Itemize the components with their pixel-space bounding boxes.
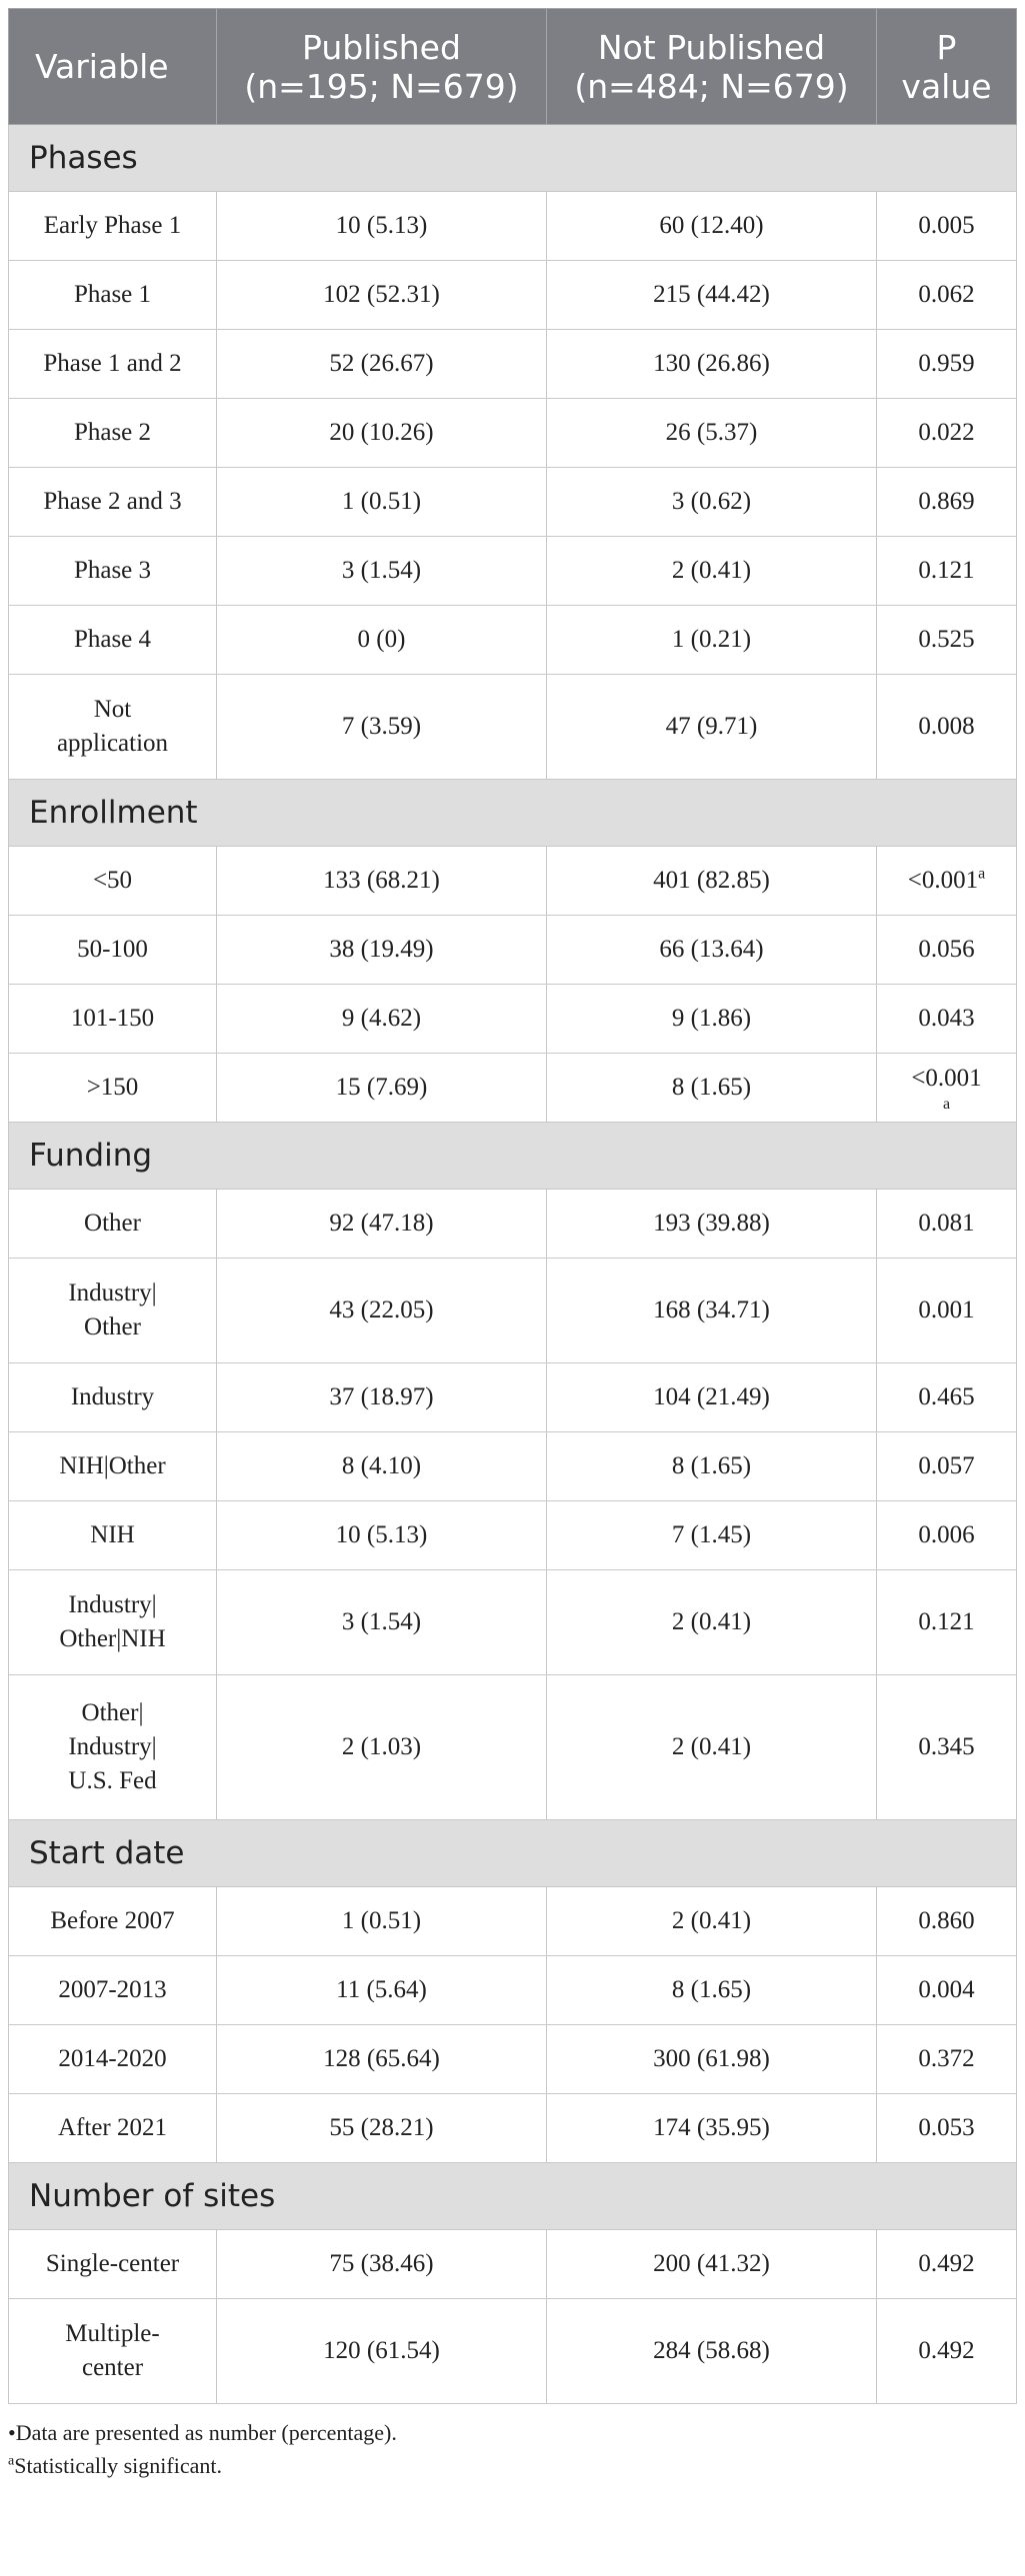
cell-variable (9, 2299, 217, 2404)
cell-variable: Phase 2 and 3 (9, 468, 217, 537)
section-title: Enrollment (9, 780, 1017, 847)
table-row (9, 2094, 1017, 2163)
cell-not-published: 2 (0.41) (547, 537, 877, 606)
table-row (9, 1190, 1017, 1259)
cell-variable: Phase 1 (9, 261, 217, 330)
cell-not-published: 3 (0.62) (547, 468, 877, 537)
table-header (9, 9, 1017, 125)
p-value-text: 0.465 (918, 1383, 975, 1410)
cell-variable (9, 1675, 217, 1820)
cell-published: 38 (19.49) (217, 916, 547, 985)
header-variable: Variable (9, 9, 217, 125)
p-value-text: 0.004 (918, 1976, 975, 2003)
table-row (9, 468, 1017, 537)
table-row (9, 675, 1017, 780)
p-value-text: 0.043 (918, 1005, 975, 1032)
cell-p-value (877, 916, 1017, 985)
cell-p-value (877, 468, 1017, 537)
cell-p-value (877, 2094, 1017, 2163)
p-value-text: 0.860 (918, 1907, 975, 1934)
table-row (9, 1501, 1017, 1570)
cell-p-value (877, 985, 1017, 1054)
cell-not-published: 8 (1.65) (547, 1956, 877, 2025)
cell-not-published: 174 (35.95) (547, 2094, 877, 2163)
header-published (217, 9, 547, 125)
cell-published: 0 (0) (217, 606, 547, 675)
header-published-counts: (n=195; N=679) (244, 66, 519, 106)
p-value-text: 0.006 (918, 1521, 975, 1548)
p-value-text: 0.057 (918, 1452, 975, 1479)
cell-variable-line: center (81, 2354, 144, 2381)
cell-variable (9, 1259, 217, 1363)
cell-published: 128 (65.64) (217, 2025, 547, 2094)
cell-variable: 101-150 (9, 985, 217, 1054)
cell-variable: 2007-2013 (9, 1956, 217, 2025)
p-value-text: 0.008 (918, 713, 975, 740)
p-value-text: 0.492 (918, 2250, 975, 2277)
table-row (9, 192, 1017, 261)
table-row (9, 1675, 1017, 1820)
section-row (9, 125, 1017, 192)
table-row (9, 2299, 1017, 2404)
cell-p-value (877, 1054, 1017, 1123)
p-value-superscript: a (978, 865, 986, 883)
cell-variable: >150 (9, 1054, 217, 1123)
cell-variable: Single-center (9, 2230, 217, 2299)
section-title: Number of sites (9, 2163, 1017, 2230)
table-row (9, 1887, 1017, 1956)
p-value-text: 0.121 (918, 557, 975, 584)
cell-p-value (877, 675, 1017, 780)
p-value-text: 0.062 (918, 281, 975, 308)
cell-published: 9 (4.62) (217, 985, 547, 1054)
cell-p-value (877, 1570, 1017, 1675)
section-row (9, 1820, 1017, 1887)
table-notes (8, 2416, 1016, 2482)
section-title: Start date (9, 1820, 1017, 1887)
cell-variable: <50 (9, 847, 217, 916)
section-title: Phases (9, 125, 1017, 192)
cell-variable: NIH|Other (9, 1432, 217, 1501)
cell-published: 3 (1.54) (217, 537, 547, 606)
cell-published: 10 (5.13) (217, 192, 547, 261)
cell-p-value (877, 399, 1017, 468)
cell-not-published: 2 (0.41) (547, 1570, 877, 1675)
p-value-superscript: a (942, 1096, 951, 1113)
cell-variable (9, 675, 217, 780)
p-value-text: 0.053 (918, 2114, 975, 2141)
table-row (9, 606, 1017, 675)
cell-not-published: 104 (21.49) (547, 1363, 877, 1432)
cell-not-published: 8 (1.65) (547, 1432, 877, 1501)
cell-published: 15 (7.69) (217, 1054, 547, 1123)
cell-published: 1 (0.51) (217, 1887, 547, 1956)
cell-not-published: 9 (1.86) (547, 985, 877, 1054)
table-row (9, 1432, 1017, 1501)
p-value-text: 0.001 (918, 1296, 975, 1323)
cell-published: 10 (5.13) (217, 1501, 547, 1570)
table-row (9, 985, 1017, 1054)
cell-variable: Industry (9, 1363, 217, 1432)
cell-p-value (877, 1675, 1017, 1820)
cell-variable: Phase 2 (9, 399, 217, 468)
cell-p-value (877, 1259, 1017, 1363)
table-row (9, 537, 1017, 606)
header-p-value (877, 9, 1017, 125)
cell-not-published: 130 (26.86) (547, 330, 877, 399)
cell-published: 2 (1.03) (217, 1675, 547, 1820)
section-row (9, 1123, 1017, 1190)
table-row (9, 1363, 1017, 1432)
table-body (9, 125, 1017, 2404)
cell-not-published: 47 (9.71) (547, 675, 877, 780)
header-value-label: value (901, 66, 992, 106)
cell-variable: Phase 4 (9, 606, 217, 675)
table-row (9, 847, 1017, 916)
p-value-text: 0.372 (918, 2045, 975, 2072)
note-significance (8, 2449, 1016, 2482)
cell-p-value (877, 537, 1017, 606)
cell-p-value (877, 1363, 1017, 1432)
cell-variable-line: Industry| (68, 1733, 157, 1760)
header-not-published-counts: (n=484; N=679) (574, 66, 849, 106)
cell-variable-line: application (56, 730, 169, 757)
p-value-text: 0.121 (918, 1608, 975, 1635)
table-row (9, 1259, 1017, 1363)
cell-p-value (877, 1956, 1017, 2025)
cell-not-published: 215 (44.42) (547, 261, 877, 330)
p-value-text: 0.345 (918, 1733, 975, 1760)
p-value-text: 0.869 (918, 488, 975, 515)
cell-not-published: 7 (1.45) (547, 1501, 877, 1570)
cell-published: 37 (18.97) (217, 1363, 547, 1432)
section-row (9, 2163, 1017, 2230)
cell-not-published: 60 (12.40) (547, 192, 877, 261)
p-value-text: 0.525 (918, 626, 975, 653)
cell-p-value (877, 1887, 1017, 1956)
cell-not-published: 200 (41.32) (547, 2230, 877, 2299)
cell-variable: Phase 3 (9, 537, 217, 606)
p-value-text: 0.005 (918, 212, 975, 239)
p-value-text: 0.959 (918, 350, 975, 377)
cell-published: 3 (1.54) (217, 1570, 547, 1675)
results-table (8, 8, 1017, 2404)
cell-published: 11 (5.64) (217, 1956, 547, 2025)
cell-not-published: 26 (5.37) (547, 399, 877, 468)
p-value-text: <0.001 (907, 867, 979, 894)
cell-variable: Before 2007 (9, 1887, 217, 1956)
cell-published: 102 (52.31) (217, 261, 547, 330)
cell-variable: Other (9, 1190, 217, 1259)
table-row (9, 1956, 1017, 2025)
p-value-text: 0.081 (918, 1210, 975, 1237)
note-significance-text: Statistically significant. (14, 2453, 222, 2478)
section-title: Funding (9, 1123, 1017, 1190)
cell-p-value (877, 192, 1017, 261)
table-row (9, 261, 1017, 330)
cell-variable-line: Industry| (68, 1280, 157, 1306)
cell-p-value (877, 606, 1017, 675)
cell-published: 120 (61.54) (217, 2299, 547, 2404)
cell-not-published: 300 (61.98) (547, 2025, 877, 2094)
cell-variable-line: Other|NIH (59, 1625, 166, 1652)
cell-published: 92 (47.18) (217, 1190, 547, 1259)
cell-p-value (877, 2025, 1017, 2094)
cell-published: 75 (38.46) (217, 2230, 547, 2299)
note-data-format: •Data are presented as number (percentage). (8, 2420, 397, 2445)
cell-variable-line: Other (84, 1313, 141, 1340)
p-value-text: 0.022 (918, 419, 975, 446)
cell-published: 7 (3.59) (217, 675, 547, 780)
cell-variable: Early Phase 1 (9, 192, 217, 261)
cell-variable: After 2021 (9, 2094, 217, 2163)
cell-variable: 2014-2020 (9, 2025, 217, 2094)
table-row (9, 916, 1017, 985)
p-value-text: 0.056 (918, 936, 975, 963)
cell-published: 55 (28.21) (217, 2094, 547, 2163)
cell-not-published: 168 (34.71) (547, 1259, 877, 1363)
p-value-text: <0.001 (911, 1065, 982, 1092)
cell-published: 133 (68.21) (217, 847, 547, 916)
cell-variable-line: Other| (81, 1699, 144, 1726)
header-published-title: Published (302, 27, 461, 67)
cell-p-value (877, 847, 1017, 916)
table-row (9, 1570, 1017, 1675)
cell-not-published: 1 (0.21) (547, 606, 877, 675)
table-row (9, 1054, 1017, 1123)
table-row (9, 399, 1017, 468)
results-table-container (8, 8, 1016, 2482)
section-row (9, 780, 1017, 847)
cell-p-value (877, 2299, 1017, 2404)
cell-p-value (877, 261, 1017, 330)
cell-not-published: 401 (82.85) (547, 847, 877, 916)
cell-variable-line: U.S. Fed (68, 1767, 157, 1794)
cell-not-published: 2 (0.41) (547, 1887, 877, 1956)
cell-variable: 50-100 (9, 916, 217, 985)
header-p-label: P (936, 27, 957, 67)
cell-variable-line: Industry| (68, 1591, 157, 1618)
cell-published: 1 (0.51) (217, 468, 547, 537)
cell-not-published: 284 (58.68) (547, 2299, 877, 2404)
cell-variable: NIH (9, 1501, 217, 1570)
note-superscript: a (8, 2453, 15, 2469)
cell-variable-line: Multiple- (65, 2320, 160, 2347)
cell-published: 52 (26.67) (217, 330, 547, 399)
cell-p-value (877, 2230, 1017, 2299)
table-row (9, 2025, 1017, 2094)
cell-p-value (877, 1190, 1017, 1259)
header-not-published (547, 9, 877, 125)
cell-p-value (877, 1432, 1017, 1501)
cell-published: 20 (10.26) (217, 399, 547, 468)
cell-variable-line: Not (93, 696, 132, 723)
cell-p-value (877, 330, 1017, 399)
table-row (9, 330, 1017, 399)
header-not-published-title: Not Published (597, 27, 826, 67)
cell-p-value (877, 1501, 1017, 1570)
cell-variable (9, 1570, 217, 1675)
cell-not-published: 8 (1.65) (547, 1054, 877, 1123)
cell-not-published: 193 (39.88) (547, 1190, 877, 1259)
p-value-text: 0.492 (918, 2337, 975, 2364)
cell-variable: Phase 1 and 2 (9, 330, 217, 399)
cell-published: 43 (22.05) (217, 1259, 547, 1363)
table-row (9, 2230, 1017, 2299)
cell-published: 8 (4.10) (217, 1432, 547, 1501)
cell-not-published: 2 (0.41) (547, 1675, 877, 1820)
cell-not-published: 66 (13.64) (547, 916, 877, 985)
